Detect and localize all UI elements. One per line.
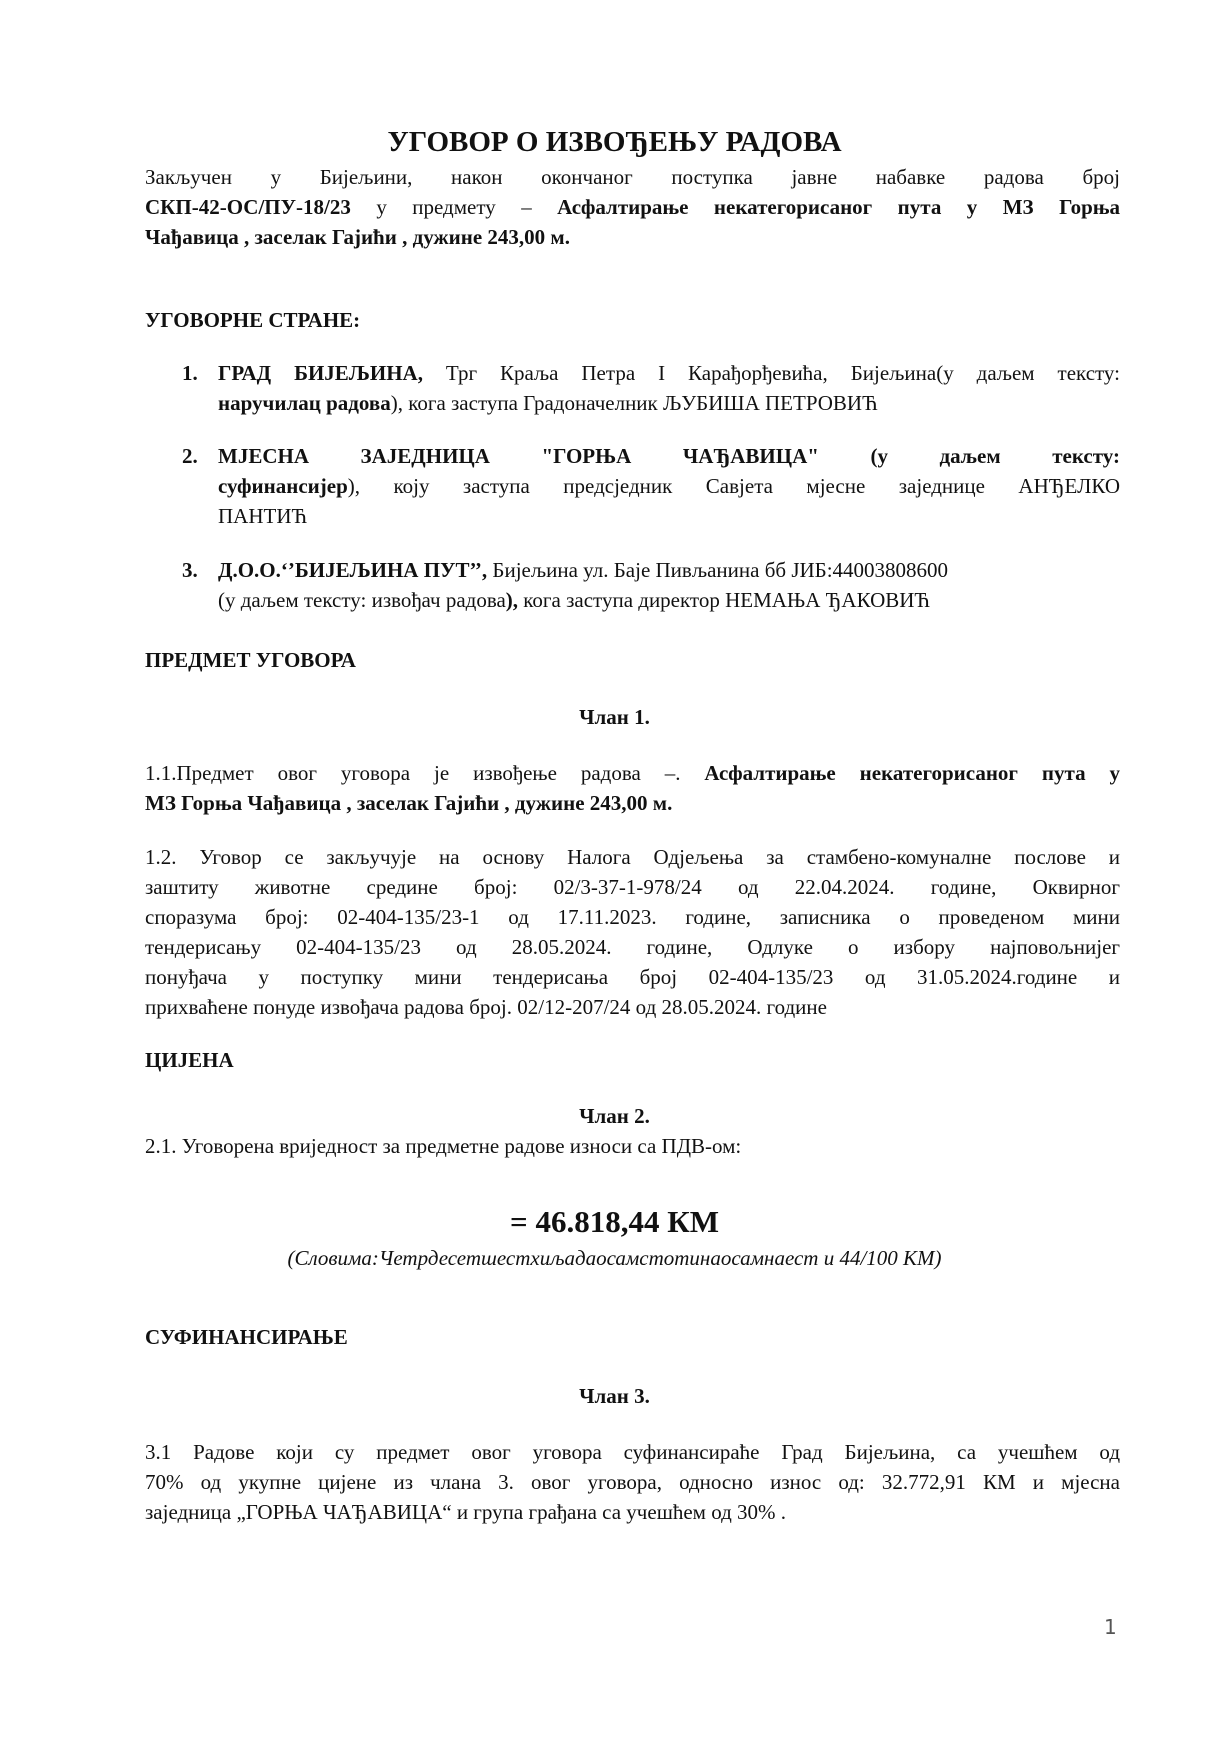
paragraph-1-1-prefix: 1.1.Предмет овог уговора је извођење радова –. [145, 761, 705, 785]
intro-line-3 [145, 222, 1120, 252]
paragraph-1-1-line-2 [145, 788, 1120, 818]
paragraph-1-2-line: заштиту животне средине број: 02/3-37-1-978/24 од 22.04.2024. године, Оквирног [145, 875, 1120, 899]
party-3-line-1 [218, 555, 1120, 585]
party-3-number: 3. [182, 558, 198, 582]
party-2 [182, 441, 1120, 531]
paragraph-1-2-line: прихваћене понуде извођача радова број. 02/12-207/24 од 28.05.2024. године [145, 995, 827, 1019]
party-3-role: (у даљем тексту: извођач радова [218, 588, 506, 612]
price-heading: ЦИЈЕНА [145, 1048, 234, 1072]
page-number: 1 [1104, 1615, 1117, 1639]
paragraph-1-2-line: тендерисању 02-404-135/23 од 28.05.2024. године, Одлуке о избору најповољнијег [145, 935, 1120, 959]
party-2-representative: ), коју заступа предсједник Савјета мјесне заједнице АНЂЕЛКО [347, 474, 1120, 498]
paragraph-1-1 [145, 758, 1120, 818]
paragraph-3-1 [145, 1437, 1120, 1527]
party-2-role: суфинансијер [218, 474, 348, 498]
party-1-address: Трг Краља Петра I Карађорђевића, Бијељина(у даљем тексту: [422, 361, 1120, 385]
paragraph-3-1-line: заједница „ГОРЊА ЧАЂАВИЦА“ и група грађана са учешћем од 30% . [145, 1500, 787, 1524]
intro-paragraph [145, 162, 1120, 252]
paragraph-1-2-line: 1.2. Уговор се закључује на основу Налога Одјељења за стамбено-комуналне послове и [145, 845, 1120, 869]
party-3 [182, 555, 1120, 615]
party-1-representative: ), кога заступа Градоначелник ЉУБИША ПЕТРОВИЋ [390, 391, 878, 415]
paragraph-1-1-line-1 [145, 758, 1120, 788]
party-1 [182, 358, 1120, 418]
amount-in-words: (Словима:Четрдесетшестхиљадаосамстотинаосамнаест и 44/100 КМ) [287, 1246, 942, 1270]
party-1-line-2 [218, 388, 1120, 418]
party-2-line-1 [218, 441, 1120, 471]
party-3-punct: ), [505, 588, 519, 612]
party-3-representative: кога заступа директор НЕМАЊА ЂАКОВИЋ [518, 588, 930, 612]
party-1-role: наручилац радова [218, 391, 391, 415]
procurement-number: СКП-42-ОС/ПУ-18/23 [145, 195, 351, 219]
paragraph-1-1-subject-a: Асфалтирање некатегорисаног пута у [704, 761, 1120, 785]
subject-prefix: у предмету – [350, 195, 558, 219]
paragraph-3-1-line: 70% од укупне цијене из члана 3. овог уговора, односно износ од: 32.772,91 КМ и мјесна [145, 1470, 1120, 1494]
paragraph-2-1: 2.1. Уговорена вриједност за предметне радове износи са ПДВ-ом: [145, 1134, 742, 1158]
paragraph-1-1-subject-b: МЗ Горња Чађавица , заселак Гајићи , дужине 243,00 м. [145, 791, 673, 815]
paragraph-1-2 [145, 842, 1120, 1022]
party-1-number: 1. [182, 361, 198, 385]
intro-line-1: Закључен у Бијељини, након окончаног поступка јавне набавке радова број [145, 165, 1120, 189]
paragraph-1-2-line: споразума број: 02-404-135/23-1 од 17.11.2023. године, записника о проведеном мини [145, 905, 1120, 929]
party-1-line-1 [218, 358, 1120, 388]
document-title: УГОВОР О ИЗВОЂЕЊУ РАДОВА [387, 126, 842, 158]
party-1-name: ГРАД БИЈЕЉИНА, [218, 361, 423, 385]
article-3-heading: Члан 3. [579, 1384, 650, 1408]
article-1-heading: Члан 1. [579, 705, 650, 729]
party-2-line-2 [218, 471, 1120, 501]
subject-title-b: Чађавица , заселак Гајићи , дужине 243,00 м. [145, 225, 570, 249]
article-2-heading: Члан 2. [579, 1104, 650, 1128]
subject-title-a: Асфалтирање некатегорисаног пута у МЗ Горња [557, 195, 1120, 219]
contract-amount: = 46.818,44 КМ [510, 1204, 719, 1239]
party-2-line-3: ПАНТИЋ [218, 504, 308, 528]
party-3-name: Д.О.О.‘’БИЈЕЉИНА ПУТ’’, [218, 558, 488, 582]
party-2-number: 2. [182, 444, 198, 468]
party-3-address: Бијељина ул. Баје Пивљанина бб ЈИБ:44003808600 [487, 558, 949, 582]
subject-heading: ПРЕДМЕТ УГОВОРА [145, 648, 356, 672]
paragraph-1-2-line: понуђача у поступку мини тендерисања број 02-404-135/23 од 31.05.2024.године и [145, 965, 1120, 989]
party-2-name: МЈЕСНА ЗАЈЕДНИЦА "ГОРЊА ЧАЂАВИЦА" (у даљем тексту: [218, 444, 1120, 468]
cofinancing-heading: СУФИНАНСИРАЊЕ [145, 1325, 348, 1349]
paragraph-3-1-line: 3.1 Радове који су предмет овог уговора суфинансираће Град Бијељина, са учешћем од [145, 1440, 1120, 1464]
party-3-line-2 [218, 585, 1120, 615]
parties-heading: УГОВОРНЕ СТРАНЕ: [145, 308, 361, 332]
intro-line-2 [145, 192, 1120, 222]
